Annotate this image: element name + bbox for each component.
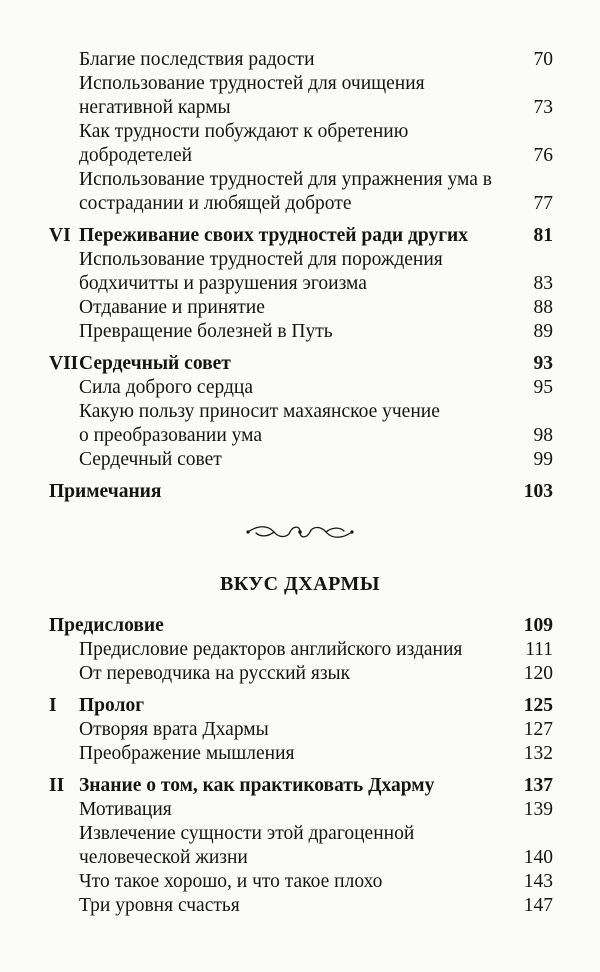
- page-number: 109: [523, 615, 553, 636]
- toc-entry-row[interactable]: [0, 376, 600, 400]
- book-title: ВКУС ДХАРМЫ: [219, 573, 381, 595]
- toc-entry-row[interactable]: [0, 96, 600, 120]
- toc-entry-row[interactable]: [0, 718, 600, 742]
- toc-entry-row[interactable]: [0, 320, 600, 344]
- page-number: 143: [523, 871, 553, 892]
- entry-title: человеческой жизни: [79, 847, 248, 868]
- page-number: 76: [533, 145, 553, 166]
- toc-chapter-row[interactable]: [0, 224, 600, 248]
- page-number: 127: [523, 719, 553, 740]
- toc-chapter-row[interactable]: [0, 480, 600, 504]
- page-number: 140: [523, 847, 553, 868]
- chapter-number: VII: [49, 353, 79, 374]
- toc-chapter-row[interactable]: [0, 694, 600, 718]
- toc-entry-row[interactable]: [0, 894, 600, 918]
- entry-title: негативной кармы: [79, 97, 231, 118]
- page-number: 77: [533, 193, 553, 214]
- page-number: 132: [523, 743, 553, 764]
- toc-entry-row[interactable]: [0, 870, 600, 894]
- chapter-title: Пролог: [79, 695, 145, 716]
- chapter-number: II: [49, 775, 65, 796]
- ornament-divider: [244, 521, 356, 543]
- entry-title: Сердечный совет: [79, 449, 222, 470]
- section-gap: [0, 344, 600, 352]
- chapter-title: Примечания: [49, 481, 162, 502]
- entry-title: Благие последствия радости: [79, 49, 315, 70]
- page-number: 137: [523, 775, 553, 796]
- toc-entry-row[interactable]: [0, 48, 600, 72]
- page-number: 120: [523, 663, 553, 684]
- chapter-title: Переживание своих трудностей ради других: [79, 225, 469, 246]
- toc-entry-row[interactable]: [0, 638, 600, 662]
- entry-title: Сила доброго сердца: [79, 377, 253, 398]
- entry-title: Какую пользу приносит махаянское учение: [79, 401, 440, 422]
- toc-entry-row[interactable]: [0, 424, 600, 448]
- page-number: 73: [533, 97, 553, 118]
- toc-section-part2: [0, 614, 600, 918]
- toc-entry-row[interactable]: [0, 168, 600, 192]
- toc-entry-row[interactable]: [0, 662, 600, 686]
- page-number: 93: [533, 353, 553, 374]
- toc-chapter-row[interactable]: [0, 352, 600, 376]
- entry-title: От переводчика на русский язык: [79, 663, 351, 684]
- chapter-title: Сердечный совет: [79, 353, 231, 374]
- toc-entry-row[interactable]: [0, 822, 600, 846]
- page-number: 70: [533, 49, 553, 70]
- page-number: 147: [523, 895, 553, 916]
- toc-entry-row[interactable]: [0, 248, 600, 272]
- page-number: 89: [533, 321, 553, 342]
- page-number: 88: [533, 297, 553, 318]
- entry-title: Преображение мышления: [79, 743, 295, 764]
- chapter-number: I: [49, 695, 57, 716]
- toc-entry-row[interactable]: [0, 846, 600, 870]
- entry-title: Превращение болезней в Путь: [79, 321, 333, 342]
- toc-entry-row[interactable]: [0, 192, 600, 216]
- toc-chapter-row[interactable]: [0, 614, 600, 638]
- entry-title: Использование трудностей для очищения: [79, 73, 425, 94]
- chapter-title: Предисловие: [49, 615, 164, 636]
- page-number: 99: [533, 449, 553, 470]
- toc-entry-row[interactable]: [0, 120, 600, 144]
- toc-entry-row[interactable]: [0, 144, 600, 168]
- entry-title: Как трудности побуждают к обретению: [79, 121, 409, 142]
- entry-title: сострадании и любящей доброте: [79, 193, 352, 214]
- entry-title: Извлечение сущности этой драгоценной: [79, 823, 415, 844]
- page-number: 103: [523, 481, 553, 502]
- page-number: 95: [533, 377, 553, 398]
- page-number: 98: [533, 425, 553, 446]
- page-number: 111: [525, 639, 553, 660]
- entry-title: Использование трудностей для порождения: [79, 249, 443, 270]
- toc-entry-row[interactable]: [0, 742, 600, 766]
- section-gap: [0, 472, 600, 480]
- chapter-title: Знание о том, как практиковать Дхарму: [79, 775, 435, 796]
- toc-section-part1: [0, 48, 600, 504]
- page-number: 139: [523, 799, 553, 820]
- toc-chapter-row[interactable]: [0, 774, 600, 798]
- toc-entry-row[interactable]: [0, 798, 600, 822]
- entry-title: Предисловие редакторов английского издания: [79, 639, 463, 660]
- entry-title: Три уровня счастья: [79, 895, 240, 916]
- toc-entry-row[interactable]: [0, 296, 600, 320]
- entry-title: Отдавание и принятие: [79, 297, 265, 318]
- entry-title: о преобразовании ума: [79, 425, 263, 446]
- toc-entry-row[interactable]: [0, 448, 600, 472]
- entry-title: бодхичитты и разрушения эгоизма: [79, 273, 367, 294]
- page-number: 83: [533, 273, 553, 294]
- entry-title: добродетелей: [79, 145, 193, 166]
- entry-title: Что такое хорошо, и что такое плохо: [79, 871, 383, 892]
- section-gap: [0, 216, 600, 224]
- page-number: 125: [523, 695, 553, 716]
- entry-title: Использование трудностей для упражнения ума в: [79, 169, 492, 190]
- entry-title: Отворяя врата Дхармы: [79, 719, 269, 740]
- section-gap: [0, 766, 600, 774]
- toc-entry-row[interactable]: [0, 272, 600, 296]
- entry-title: Мотивация: [79, 799, 172, 820]
- toc-entry-row[interactable]: [0, 72, 600, 96]
- chapter-number: VI: [49, 225, 71, 246]
- toc-entry-row[interactable]: [0, 400, 600, 424]
- section-gap: [0, 686, 600, 694]
- page-number: 81: [533, 225, 553, 246]
